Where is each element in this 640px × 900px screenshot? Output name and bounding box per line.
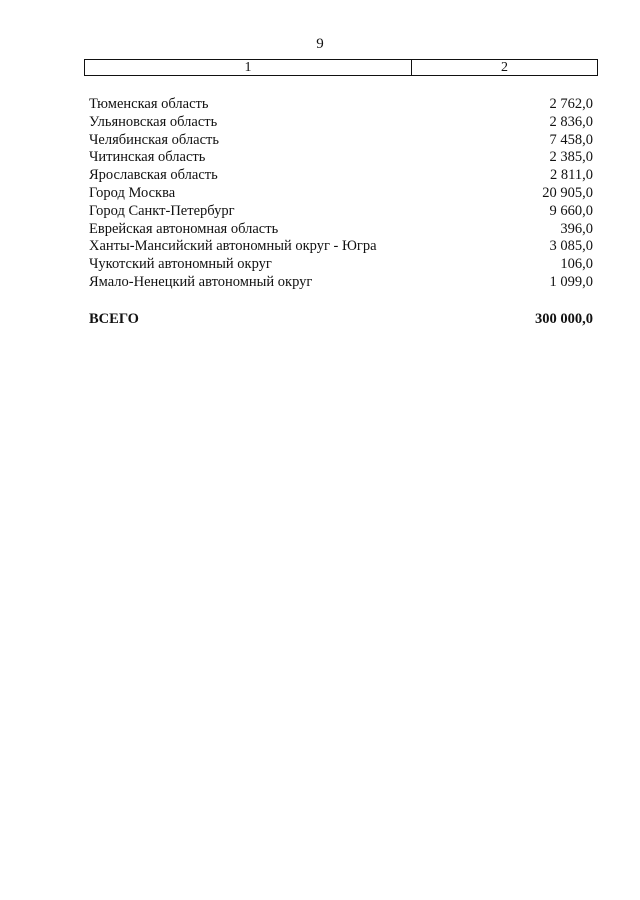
table-header-column-1: 1 <box>85 60 412 75</box>
region-value: 1 099,0 <box>549 273 593 290</box>
region-name: Ханты-Мансийский автономный округ - Югра <box>89 238 377 255</box>
region-value: 2 385,0 <box>549 149 593 166</box>
table-row <box>89 256 593 274</box>
region-name: Челябинская область <box>89 131 219 148</box>
region-value: 7 458,0 <box>549 131 593 148</box>
region-name: Ярославская область <box>89 167 218 184</box>
table-row <box>89 114 593 132</box>
table-row <box>89 221 593 239</box>
region-name: Город Москва <box>89 184 176 201</box>
region-value: 9 660,0 <box>549 202 593 219</box>
table-row <box>89 203 593 221</box>
table-header-column-2: 2 <box>501 60 508 75</box>
table-row <box>89 238 593 256</box>
region-value: 3 085,0 <box>549 238 593 255</box>
region-value: 396,0 <box>560 220 593 237</box>
region-name: Тюменская область <box>89 96 209 112</box>
table-row <box>89 167 593 185</box>
page-number: 9 <box>316 36 324 52</box>
table-row <box>89 274 593 292</box>
region-value: 2 762,0 <box>549 96 593 112</box>
region-value: 20 905,0 <box>542 184 593 201</box>
table-header <box>84 59 598 76</box>
region-value: 2 836,0 <box>549 113 593 130</box>
total-row <box>89 310 593 328</box>
region-name: Чукотский автономный округ <box>89 256 272 273</box>
region-name: Ямало-Ненецкий автономный округ <box>89 273 313 290</box>
region-value: 2 811,0 <box>550 167 593 184</box>
region-list <box>89 96 593 292</box>
table-row <box>89 96 593 114</box>
total-value: 300 000,0 <box>535 311 593 327</box>
region-name: Город Санкт-Петербург <box>89 202 235 219</box>
region-name: Читинская область <box>89 149 206 166</box>
table-row <box>89 132 593 150</box>
table-row <box>89 149 593 167</box>
region-name: Еврейская автономная область <box>89 220 279 237</box>
region-name: Ульяновская область <box>89 113 218 130</box>
total-label: ВСЕГО <box>89 311 139 327</box>
region-value: 106,0 <box>560 256 593 273</box>
table-row <box>89 185 593 203</box>
